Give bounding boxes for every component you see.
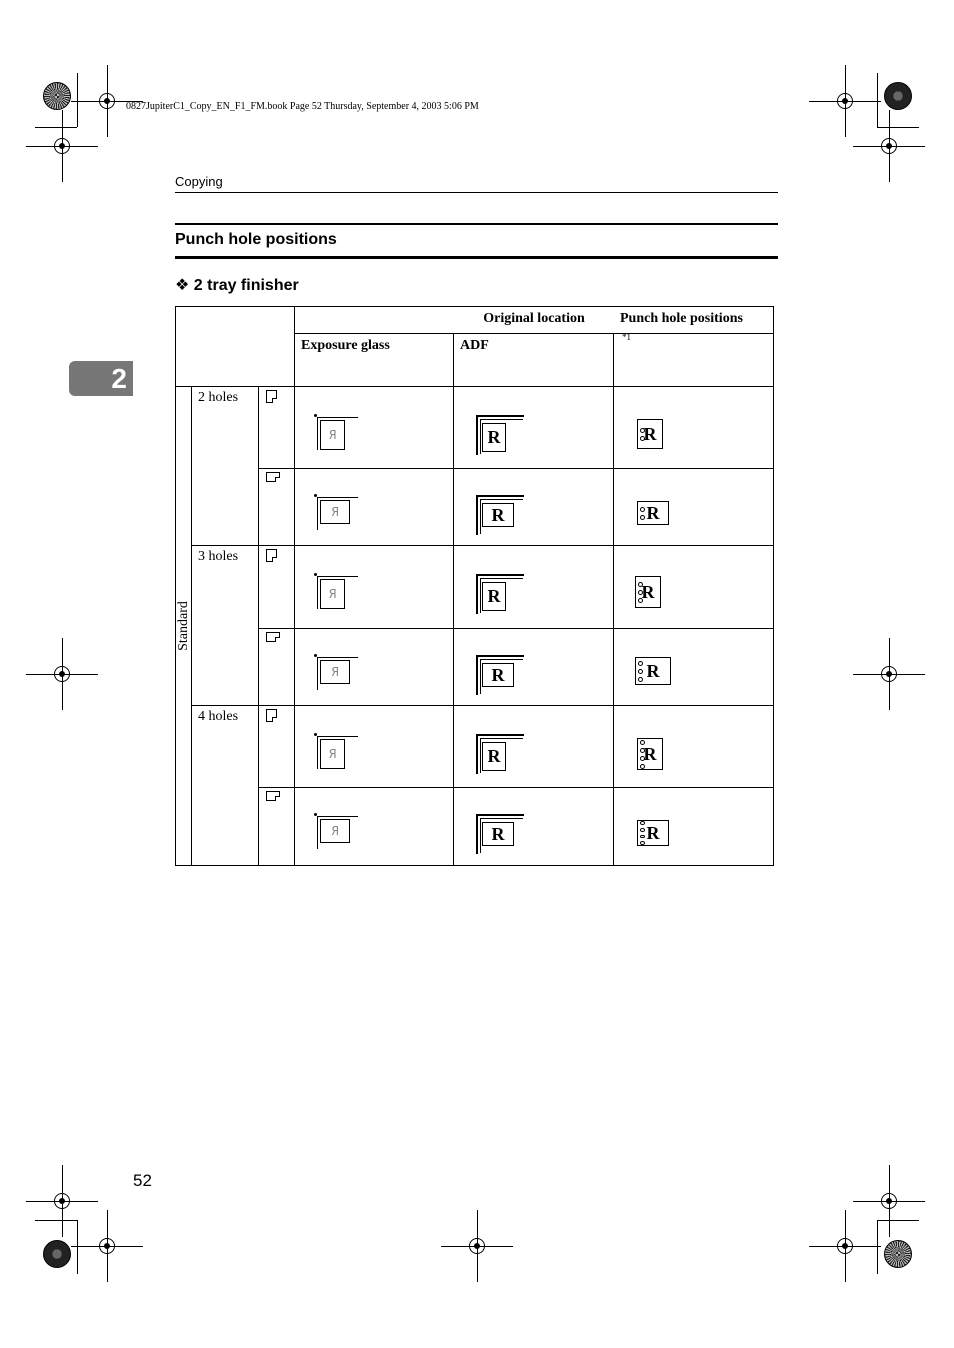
r-glyph: R [646,661,660,681]
r-glyph: R [641,582,655,602]
punch-positions-table [175,306,774,866]
section-rule-top [175,223,778,225]
adf-cell [454,387,614,469]
chapter-tab: 2 [69,361,133,396]
punch-result-diagram [637,820,669,846]
adf-cell [454,706,614,788]
color-rosette-mark [884,1240,912,1268]
crop-line [877,73,878,127]
landscape-orientation-icon [266,791,280,801]
orientation-cell [259,546,295,629]
header-rule [175,192,778,193]
landscape-orientation-icon [266,632,280,642]
r-glyph: R [482,822,514,846]
punch-result-diagram [635,657,671,685]
exposure-glass-diagram [317,736,357,768]
r-glyph: R [482,742,506,771]
orientation-cell [259,387,295,469]
exposure-glass-cell [295,629,454,706]
header-original-location: Original location [295,307,774,334]
r-glyph: R [482,663,514,687]
portrait-orientation-icon [266,709,277,722]
r-glyph: R [482,582,506,611]
subsection-title: ❖ 2 tray finisher [175,277,299,294]
header-adf: ADF [454,334,614,387]
row-group-label: Standard [175,601,191,651]
r-glyph: R [482,503,514,527]
crop-line [877,1220,919,1221]
adf-cell [454,629,614,706]
adf-cell [454,788,614,866]
exposure-glass-cell [295,546,454,629]
header-punch-positions-label: Punch hole positions [620,311,743,326]
punch-result-cell [614,387,774,469]
holes-label: 3 holes [192,546,259,706]
color-rosette-mark [43,1240,71,1268]
table-corner-cell [176,307,295,387]
punch-result-diagram [635,576,661,608]
adf-diagram [476,415,522,453]
adf-cell [454,546,614,629]
punch-result-cell [614,629,774,706]
mirrored-r-glyph: Я [320,420,345,450]
punch-result-cell [614,706,774,788]
section-title: Punch hole positions [175,231,337,248]
exposure-glass-diagram [317,497,357,529]
punch-result-cell [614,546,774,629]
holes-label: 4 holes [192,706,259,866]
orientation-cell [259,469,295,546]
r-glyph: R [646,503,660,523]
mirrored-r-glyph: Я [320,660,350,684]
exposure-glass-cell [295,788,454,866]
adf-diagram [476,814,522,852]
crop-line [35,127,77,128]
section-rule-bottom [175,256,778,259]
r-glyph: R [646,823,660,843]
crop-line [877,127,919,128]
exposure-glass-cell [295,469,454,546]
adf-diagram [476,495,522,533]
exposure-glass-diagram [317,816,357,848]
orientation-cell [259,788,295,866]
page-number: 52 [133,1171,152,1190]
landscape-orientation-icon [266,472,280,482]
crop-line [877,1220,878,1274]
crop-line [77,73,78,127]
mirrored-r-glyph: Я [320,500,350,524]
orientation-cell [259,706,295,788]
header-punch-note: *1 [622,332,631,342]
punch-result-cell [614,788,774,866]
r-glyph: R [643,744,657,764]
mirrored-r-glyph: Я [320,579,345,609]
adf-diagram [476,734,522,772]
portrait-orientation-icon [266,390,277,403]
mirrored-r-glyph: Я [320,819,350,843]
punch-result-cell [614,469,774,546]
crop-line [77,1220,78,1274]
print-info-line: 0827JupiterC1_Copy_EN_F1_FM.book Page 52 Thursday, September 4, 2003 5:06 PM [126,101,479,112]
punch-result-diagram [637,738,663,770]
header-exposure-glass: Exposure glass [295,334,454,387]
exposure-glass-diagram [317,576,357,608]
adf-diagram [476,655,522,693]
exposure-glass-diagram [317,657,357,689]
crop-line [35,1220,77,1221]
holes-label: 2 holes [192,387,259,546]
header-punch-positions [614,307,774,360]
portrait-orientation-icon [266,549,277,562]
orientation-cell [259,629,295,706]
adf-cell [454,469,614,546]
exposure-glass-cell [295,706,454,788]
color-rosette-mark [884,82,912,110]
mirrored-r-glyph: Я [320,739,345,769]
punch-result-diagram [637,419,663,449]
color-rosette-mark [43,82,71,110]
punch-result-diagram [637,501,669,525]
exposure-glass-diagram [317,417,357,449]
row-group-standard [176,387,192,866]
r-glyph: R [482,423,506,452]
r-glyph: R [643,424,657,444]
running-head: Copying [175,174,223,189]
exposure-glass-cell [295,387,454,469]
adf-diagram [476,574,522,612]
